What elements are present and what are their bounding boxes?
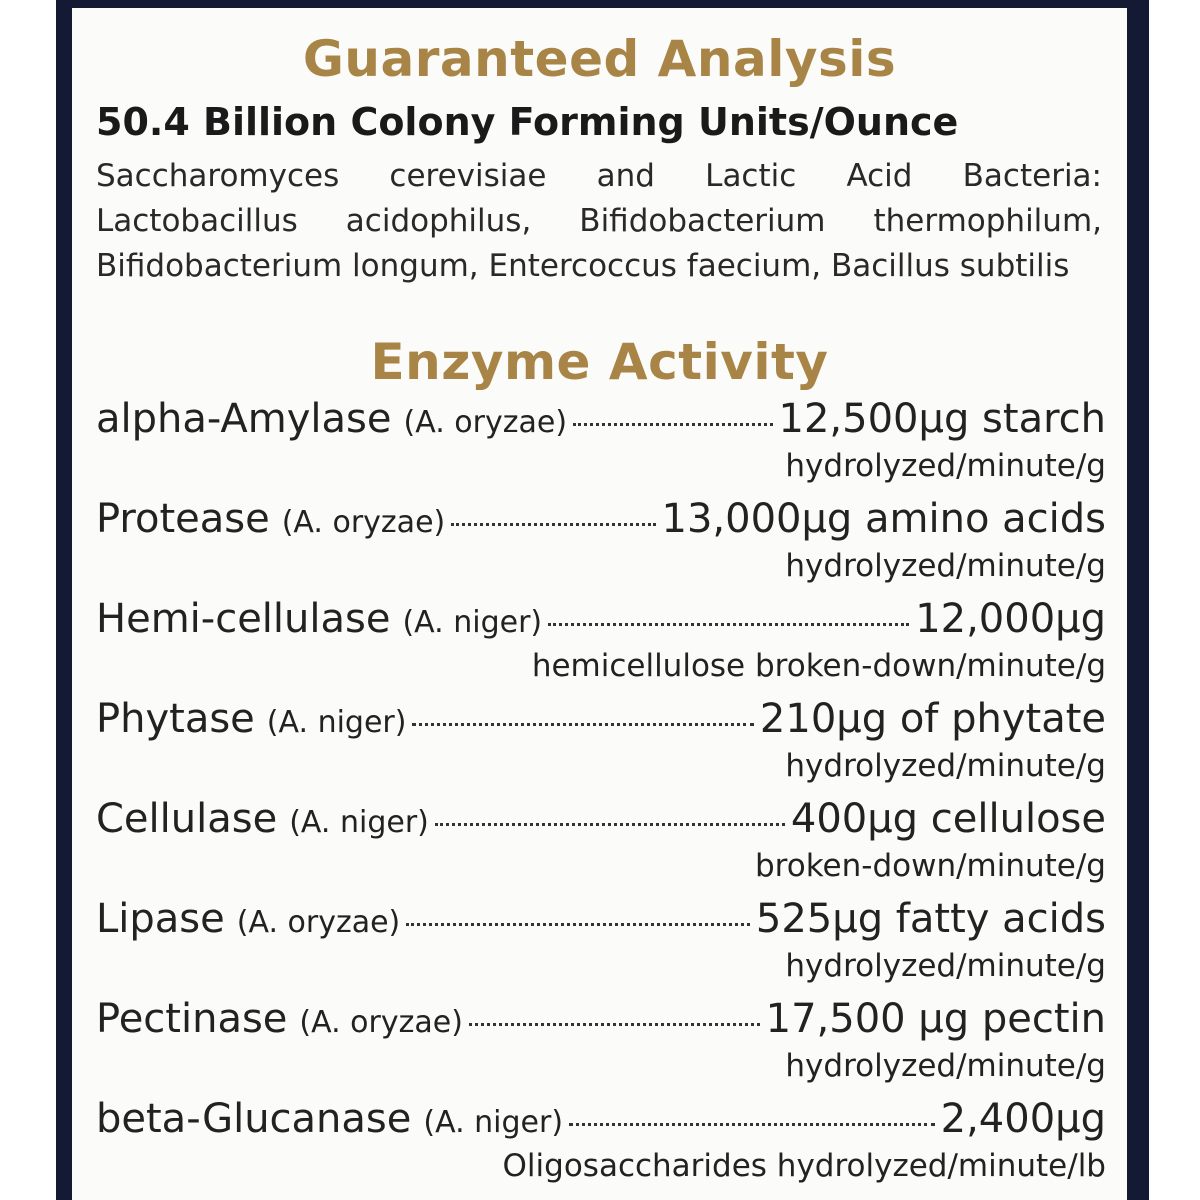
label-border-right — [1127, 0, 1149, 1200]
enzyme-unit: hydrolyzed/minute/g — [785, 548, 1106, 584]
enzyme-value: 13,000µg amino acids — [661, 496, 1106, 542]
dot-leader — [548, 622, 909, 626]
enzyme-name: alpha-Amylase — [96, 396, 392, 442]
enzyme-unit: hydrolyzed/minute/g — [785, 948, 1106, 984]
enzyme-source: (A. oryzae) — [299, 1005, 463, 1040]
enzyme-row — [96, 1096, 1106, 1192]
guaranteed-analysis-heading: Guaranteed Analysis — [302, 30, 897, 88]
enzyme-name: Hemi-cellulase — [96, 596, 391, 642]
enzyme-source: (A. oryzae) — [281, 505, 446, 540]
enzyme-unit: hydrolyzed/minute/g — [785, 1048, 1106, 1084]
enzyme-value: 525µg fatty acids — [755, 896, 1106, 942]
label-border-left — [56, 0, 72, 1200]
enzyme-row — [96, 496, 1106, 592]
enzyme-name: Cellulase — [96, 796, 278, 842]
label-border-top — [56, 0, 1149, 8]
enzyme-source: (A. oryzae) — [403, 405, 568, 440]
label-panel — [72, 8, 1127, 1200]
enzyme-value: 12,000µg — [915, 596, 1106, 642]
dot-leader — [573, 422, 773, 426]
enzyme-source: (A. niger) — [402, 605, 543, 640]
dot-leader — [451, 522, 655, 526]
enzyme-name: Lipase — [96, 896, 225, 942]
enzyme-value: 2,400µg — [940, 1096, 1106, 1142]
enzyme-row — [96, 996, 1106, 1092]
enzyme-name: Phytase — [96, 696, 255, 742]
enzyme-unit: hydrolyzed/minute/g — [785, 448, 1106, 484]
enzyme-value: 12,500µg starch — [778, 396, 1106, 442]
enzyme-value: 17,500 µg pectin — [765, 996, 1106, 1042]
enzyme-value: 210µg of phytate — [759, 696, 1106, 742]
dot-leader — [435, 822, 785, 826]
dot-leader — [469, 1022, 760, 1026]
dot-leader — [412, 722, 753, 726]
enzyme-source: (A. oryzae) — [236, 905, 401, 940]
enzyme-source: (A. niger) — [289, 805, 429, 840]
enzyme-row — [96, 696, 1106, 792]
enzyme-unit: hemicellulose broken-down/minute/g — [531, 648, 1106, 684]
enzyme-name: beta-Glucanase — [96, 1096, 412, 1142]
enzyme-value: 400µg cellulose — [790, 796, 1106, 842]
enzyme-unit: Oligosaccharides hydrolyzed/minute/lb — [502, 1148, 1106, 1184]
enzyme-name: Pectinase — [96, 996, 288, 1042]
enzyme-unit: broken-down/minute/g — [754, 848, 1106, 884]
dot-leader — [569, 1122, 935, 1126]
enzyme-unit: hydrolyzed/minute/g — [785, 748, 1106, 784]
dot-leader — [406, 922, 750, 926]
enzyme-row — [96, 596, 1106, 692]
enzyme-row — [96, 396, 1106, 492]
enzyme-row — [96, 896, 1106, 992]
cfu-line: 50.4 Billion Colony Forming Units/Ounce — [96, 100, 959, 144]
enzyme-activity-heading: Enzyme Activity — [370, 333, 829, 391]
enzyme-name: Protease — [96, 496, 270, 542]
enzyme-row — [96, 796, 1106, 892]
enzyme-source: (A. niger) — [423, 1105, 564, 1140]
enzyme-source: (A. niger) — [266, 705, 407, 740]
strains-paragraph: Saccharomyces cerevisiae and Lactic Acid Bacteria: Lactobacillus acidophilus, Bifidobacterium thermophilum, Bifidobacterium longum, Entercoccus faecium, Bacillus subtilis — [96, 158, 1102, 284]
